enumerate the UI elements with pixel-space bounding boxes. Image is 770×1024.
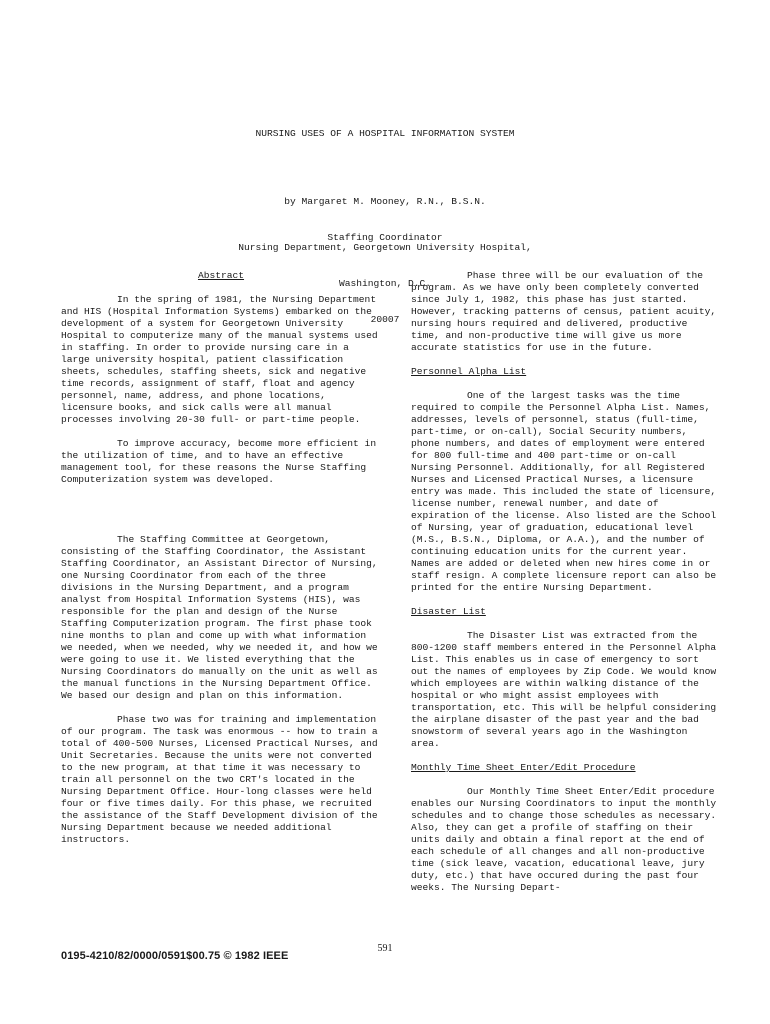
affiliation-line-1: Nursing Department, Georgetown University Hospital,: [238, 242, 532, 253]
body-paragraph-disaster-list: The Disaster List was extracted from the 800-1200 staff members entered in the Personnel Alpha List. This enables us in case of emergency to sort out the names of employees by Zip Code. We would know which employees are within walking distance of the hospital or who might assist employees with transportation, etc. This will be helpful considering the airplane disaster of the past year and the bad snowstorm of several years ago in the Washington area.: [411, 630, 717, 749]
abstract-paragraph-1: In the spring of 1981, the Nursing Department and HIS (Hospital Information Systems) embarked on the development of a system for Georgetown University Hospital to computerize many of the manual systems used in staffing. In order to provide nursing care in a large university hospital, patient classification sheets, schedules, staffing sheets, sick and negative time records, assignment of staff, float and agency personnel, name, address, and phone locations, licensure books, and sick calls were all manual processes involving 20-30 full- or part-time people.: [61, 294, 378, 425]
copyright-line: 0195-4210/82/0000/0591$00.75 © 1982 IEEE: [61, 950, 289, 962]
page-number: 591: [377, 943, 393, 954]
affiliation-line-2: Washington, D.C.: [338, 278, 432, 289]
body-paragraph-phase-three: Phase three will be our evaluation of the program. As we have only been completely converted since July 1, 1982, this phase has just started. However, tracking patterns of census, patient acuity, nursing hours required and delivered, productive time, and non-productive time will give us more accurate statistics for use in the future.: [411, 270, 717, 353]
affiliation-line-3: 20007: [370, 314, 400, 325]
right-column: [411, 270, 721, 906]
abstract-paragraph-2: To improve accuracy, become more efficient in the utilization of time, and to have an effective management tool, for these reasons the Nurse Staffing Computerization system was developed.: [61, 438, 377, 485]
author-name: by Margaret M. Mooney, R.N., B.S.N.: [284, 196, 486, 207]
section-heading-disaster-list: Disaster List: [411, 606, 486, 617]
body-paragraph-personnel-alpha-list: One of the largest tasks was the time required to compile the Personnel Alpha List. Names, addresses, levels of personnel, status (full-time, part-time, or on-call), Social Security numbers, phone numbers, and dates of employment were entered for 800 full-time and 400 part-time or on-call Nursing Personnel. Additionally, for all Registered Nurses and Licensed Practical Nurses, a licensure entry was made. This included the state of licensure, license number, renewal number, and date of expiration of the license. Also listed are the School of Nursing, year of graduation, educational level (M.S., B.S.N., Diploma, or A.A.), and the number of continuing education units for the current year. Names are added or deleted when new hires come in or staff resign. A complete licensure report can also be printed for the entire Nursing Department.: [411, 390, 717, 593]
body-paragraph-staffing-committee: The Staffing Committee at Georgetown, consisting of the Staffing Coordinator, the Assistant Staffing Coordinator, an Assistant Director of Nursing, one Nursing Coordinator from each of the three divisions in the Nursing Department, and a program analyst from Hospital Information Systems (HIS), was responsible for the plan and design of the Nurse Staffing Computerization program. The first phase took nine months to plan and come up with what information we needed, when we needed, why we needed it, and how we were going to use it. We listed everything that the Nursing Coordinators do manually on the unit as well as the manual functions in the Nursing Department Office. We based our design and plan on this information.: [61, 534, 378, 701]
abstract-heading: Abstract: [197, 270, 245, 281]
body-paragraph-monthly-time-sheet: Our Monthly Time Sheet Enter/Edit procedure enables our Nursing Coordinators to input the monthly schedules and to change those schedules as necessary. Also, they can get a profile of staffing on their units daily and obtain a final report at the end of each schedule of all changes and all non-productive time (sick leave, vacation, educational leave, jury duty, etc.) that have occured during the past four weeks. The Nursing Depart-: [411, 786, 717, 893]
section-heading-monthly-time-sheet: Monthly Time Sheet Enter/Edit Procedure: [411, 762, 636, 773]
body-paragraph-phase-two: Phase two was for training and implementation of our program. The task was enormous -- how to train a total of 400-500 Nurses, Licensed Practical Nurses, and Unit Secretaries. Because the units were not converted to the new program, at that time it was necessary to train all personnel on the two CRT's located in the Nursing Department Office. Hour-long classes were held four or five times daily. For this phase, we recruited the assistance of the Staff Development division of the Nursing Department because we needed additional instructors.: [61, 714, 378, 845]
author-role: Staffing Coordinator: [327, 232, 443, 243]
left-column: [61, 270, 381, 858]
paper-title: NURSING USES OF A HOSPITAL INFORMATION SYSTEM: [255, 128, 515, 139]
section-heading-personnel-alpha-list: Personnel Alpha List: [411, 366, 527, 377]
